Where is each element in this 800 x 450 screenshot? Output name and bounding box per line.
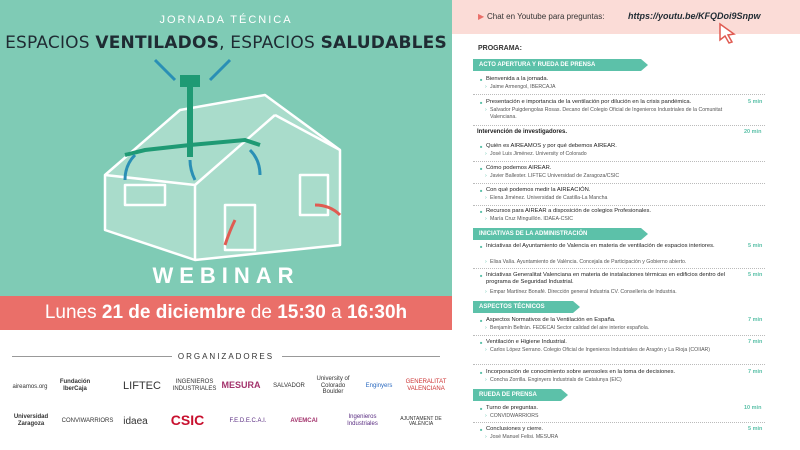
- divider: [473, 335, 765, 336]
- duration: 7 min: [748, 369, 763, 375]
- title-part: ESPACIOS: [5, 33, 96, 53]
- program-item: ■ Aspectos Normativos de la Ventilación en España.: [486, 317, 744, 324]
- jornada-label: JORNADA TÉCNICA: [159, 14, 293, 26]
- logo-text: MESURA: [221, 380, 261, 391]
- subsection-heading: Intervención de investigadores.: [477, 129, 568, 135]
- logo-generalitat: [405, 374, 447, 398]
- logo-text: AVEMCAI: [290, 417, 318, 424]
- youtube-chat-link[interactable]: https://youtu.be/KFQDoi9Snpw: [628, 11, 761, 21]
- logo-ibercaja: [55, 376, 95, 396]
- arrow-icon: ▶: [478, 12, 485, 21]
- house-ventilation-illustration: [85, 55, 385, 270]
- page-title: [0, 33, 452, 53]
- title-part: VENTILADOS: [95, 33, 220, 53]
- duration: 5 min: [748, 243, 763, 249]
- logo-conviwarriors: [60, 410, 115, 432]
- section-header: RUEDA DE PRENSA: [473, 389, 561, 401]
- program-item: ■ Conclusiones y cierre.: [486, 426, 744, 433]
- speaker: › Salvador Puigdengolas Rosas. Decano del Colegio Oficial de Ingenieros Industriales de la Comunitat Valenciana.: [490, 107, 742, 121]
- duration: 5 min: [748, 426, 763, 432]
- program-item: ■ Con qué podemos medir la AIREACIÓN.: [486, 187, 744, 194]
- logo-text: Ingenieros Industriales: [347, 414, 378, 427]
- speaker: › José Manuel Felisi. MESURA: [490, 434, 742, 441]
- logo-enginyers: [358, 376, 400, 396]
- logo-text: LIFTEC: [123, 379, 161, 392]
- speaker: › Elena Jiménez. Universidad de Castilla-La Mancha: [490, 195, 742, 202]
- logo-ajuntament: [395, 410, 447, 434]
- duration: 10 min: [744, 405, 762, 411]
- divider: [473, 268, 765, 269]
- program-item: ■ Quién es AIREAMOS y por qué debemos AIREAR.: [486, 143, 744, 150]
- organizadores-heading: ORGANIZADORES: [177, 352, 275, 361]
- date-part: de: [245, 302, 278, 323]
- logo-text: idaea: [123, 415, 148, 427]
- speaker: › Elisa Valía. Ayuntamiento de València. Concejala de Participación y Gobierno abierto.: [490, 259, 742, 266]
- divider: [473, 94, 765, 95]
- logo-text: CSIC: [170, 412, 205, 429]
- logo-text: GENERALITAT VALENCIANA: [405, 379, 447, 392]
- logo-colorado: [312, 372, 354, 400]
- chat-label: Chat en Youtube para preguntas:: [487, 12, 605, 21]
- date-part: Lunes: [44, 302, 102, 323]
- program-item: ■ Iniciativas Generalitat Valenciana en materia de instalaciones térmicas en edificios dentro del programa de Seguridad Industrial.: [486, 272, 744, 286]
- logo-text: F.E.D.E.C.A.I.: [229, 417, 267, 424]
- program-item: ■ Presentación e importancia de la ventilación por dilución en la crisis pandémica.: [486, 99, 744, 106]
- logo-text: University of Colorado Boulder: [316, 376, 350, 396]
- logo-fedecai: [222, 410, 274, 432]
- speaker: › CONVIDWARRIORS: [490, 413, 742, 420]
- speaker: › Carlos López Serrano. Colegio Oficial de Ingenieros Industriales de Aragón y La Rioja (COIIAR): [490, 347, 742, 354]
- duration: 7 min: [748, 339, 763, 345]
- program-item: ■ Cómo podemos AIREAR.: [486, 165, 744, 172]
- logo-avemcai: [278, 410, 330, 432]
- speaker: › Javier Ballester. LIFTEC Universidad de Zaragoza/CSIC: [490, 173, 742, 180]
- duration: 5 min: [748, 272, 763, 278]
- program-item: ■ Bienvenida a la jornada.: [486, 76, 744, 83]
- program-item: ■ Recursos para AIREAR a disposición de colegios Profesionales.: [486, 208, 744, 215]
- logo-text: SALVADOR: [273, 382, 305, 389]
- duration: 20 min: [744, 129, 762, 135]
- divider: [473, 125, 765, 126]
- date-band: [0, 296, 452, 330]
- divider: [473, 161, 765, 162]
- section-header: ACTO APERTURA Y RUEDA DE PRENSA: [473, 59, 641, 71]
- logo-unizar: [10, 410, 52, 432]
- program-item: ■ Iniciativas del Ayuntamiento de Valencia en materia de ventilación de espacios interiores.: [486, 243, 744, 250]
- logo-ingenieros-industriales: [335, 410, 390, 432]
- divider: [473, 364, 765, 365]
- date-part: 15:30: [277, 302, 326, 323]
- program-item: ■ Ventilación e Higiene Industrial.: [486, 339, 744, 346]
- speaker: › Empar Martínez Bonafé. Dirección general Industria CV. Consellería de Industria.: [490, 289, 742, 296]
- logo-text: aireamos.org: [12, 383, 48, 390]
- date-part: 16:30h: [346, 302, 408, 323]
- program-item: ■ Incorporación de conocimiento sobre aerosoles en la toma de decisiones.: [486, 369, 744, 376]
- duration: 5 min: [748, 99, 763, 105]
- speaker: › José Luis Jiménez. University of Colorado: [490, 151, 742, 158]
- logo-text: CONVIWARRIORS: [61, 417, 114, 424]
- logo-aireamos: [10, 372, 50, 402]
- speaker: › Benjamín Beltrán. FEDECAI Sector calidad del aire interior española.: [490, 325, 742, 332]
- duration: 7 min: [748, 317, 763, 323]
- logo-csic: [160, 410, 215, 432]
- section-header: INICIATIVAS DE LA ADMINISTRACIÓN: [473, 228, 641, 240]
- speaker: › María Cruz Minguillón. IDAEA-CSIC: [490, 216, 742, 223]
- logo-text: Enginyers: [365, 382, 393, 389]
- logo-text: Universidad Zaragoza: [13, 414, 49, 427]
- divider: [282, 356, 440, 357]
- divider: [473, 205, 765, 206]
- title-part: , ESPACIOS: [219, 33, 321, 53]
- logo-salvador: [268, 376, 310, 396]
- divider: [473, 422, 765, 423]
- logo-text: Fundación IberCaja: [59, 379, 91, 392]
- logo-text: INGENIEROS INDUSTRIALES: [172, 379, 217, 392]
- speaker: › Concha Zorrilla. Enginyers Industrials de Catalunya (EIC): [490, 377, 742, 384]
- logo-text: AJUNTAMENT DE VALÈNCIA: [400, 415, 442, 427]
- cursor-icon: [718, 22, 738, 44]
- title-part: SALUDABLES: [320, 33, 447, 53]
- divider: [473, 183, 765, 184]
- program-item: ■ Turno de preguntas.: [486, 405, 744, 412]
- logo-mesura: [220, 376, 262, 396]
- section-header: ASPECTOS TÉCNICOS: [473, 301, 573, 313]
- webinar-label: WEBINAR: [152, 263, 300, 288]
- logo-ingenieros: [172, 376, 217, 396]
- date-part: 21 de diciembre: [101, 302, 246, 323]
- logo-liftec: [117, 376, 167, 396]
- speaker: › Jaime Armengol, IBERCAJA: [490, 84, 742, 91]
- program-heading: PROGRAMA:: [478, 45, 522, 52]
- logo-idaea: [118, 410, 153, 432]
- date-part: a: [325, 302, 347, 323]
